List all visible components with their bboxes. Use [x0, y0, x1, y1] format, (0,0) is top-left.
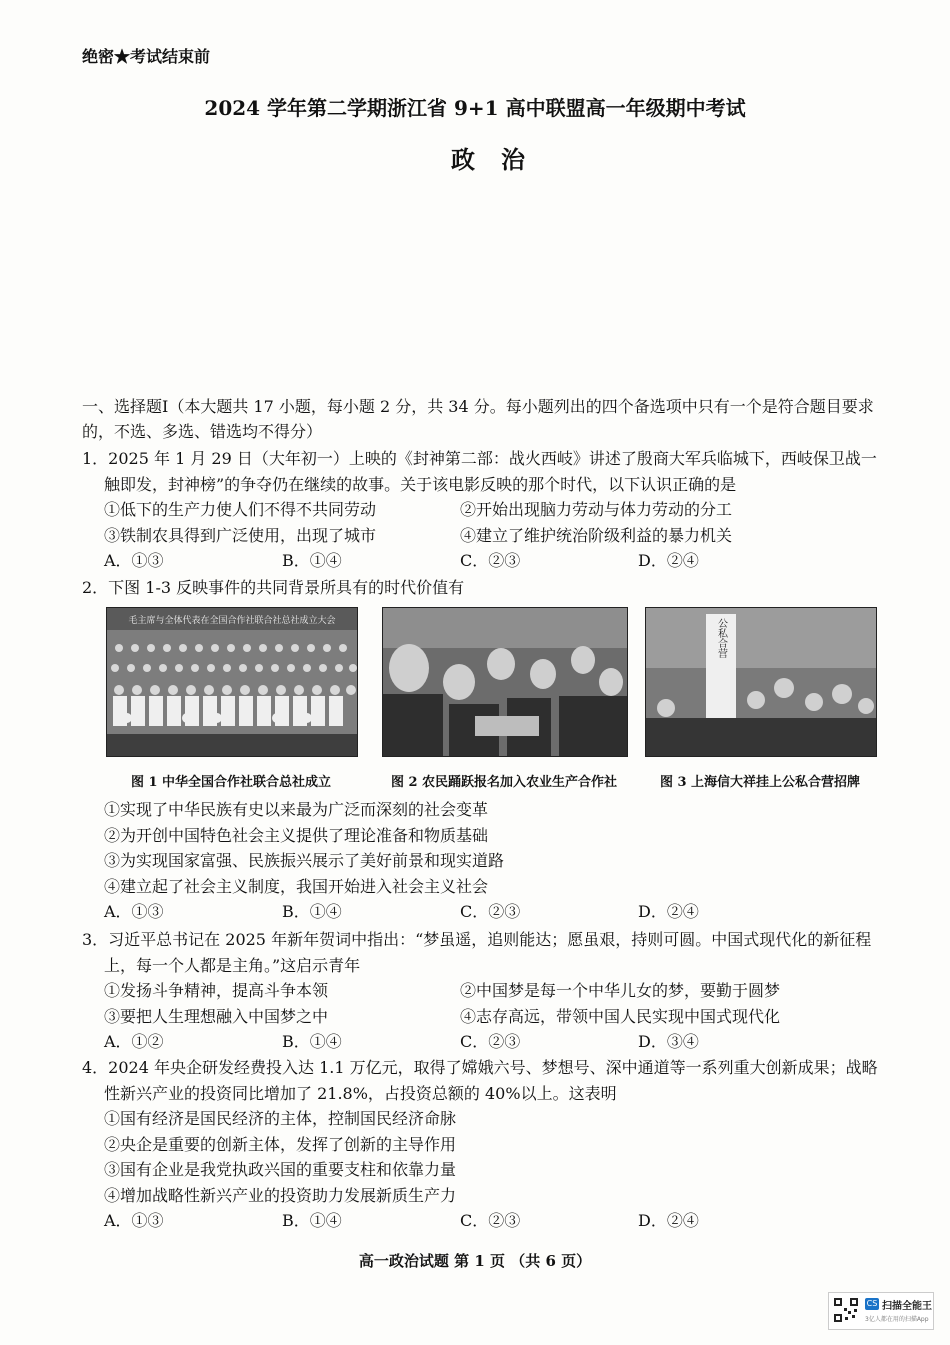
q1-choice-a: A．①③ — [104, 551, 164, 570]
q2-option-4: ④建立起了社会主义制度，我国开始进入社会主义社会 — [104, 876, 489, 896]
q3-choice-c: C．②③ — [460, 1032, 521, 1051]
question-3-stem: 3．习近平总书记在 2025 年新年贺词中指出：“梦虽遥，追则能达；愿虽艰，持则可圆。中国式现代化的新征程上，每一个人都是主角。”这启示青年 — [82, 930, 872, 975]
exam-title: 2024 学年第二学期浙江省 9+1 高中联盟高一年级期中考试 — [204, 96, 746, 120]
scanner-watermark-badge — [828, 1292, 934, 1330]
question-2-stem — [82, 575, 882, 601]
question-4 — [82, 1055, 882, 1234]
photo-1-banner: 毛主席与全体代表在全国合作社联合社总社成立大会 — [128, 616, 336, 626]
sign-photo-image — [646, 608, 876, 756]
q3-option-2: ②中国梦是每一个中华儿女的梦，要勤于圆梦 — [460, 981, 781, 1000]
scanner-app-name: 扫描全能王 — [882, 1301, 932, 1312]
page-footer: 高一政治试题 第 1 页 （共 6 页） — [358, 1252, 592, 1270]
q4-choice-a: A．①③ — [104, 1211, 164, 1230]
q4-option-1: ①国有经济是国民经济的主体，控制国民经济命脉 — [104, 1109, 457, 1128]
q1-option-4: ④建立了维护统治阶级利益的暴力机关 — [460, 525, 733, 545]
crowd-photo-image — [383, 608, 627, 756]
q2-option-2: ②为开创中国特色社会主义提供了理论准备和物质基础 — [104, 825, 489, 845]
group-photo-image — [107, 608, 357, 756]
q1-choice-c: C．②③ — [460, 551, 521, 570]
photo-1-caption: 图 1 中华全国合作社联合总社成立 — [130, 775, 332, 790]
q4-option-4: ④增加战略性新兴产业的投资助力发展新质生产力 — [104, 1185, 457, 1205]
q2-option-1: ①实现了中华民族有史以来最为广泛而深刻的社会变革 — [104, 800, 489, 819]
scanner-app-tagline: 3亿人都在用的扫描App — [865, 1316, 929, 1323]
camscanner-logo-icon: CS — [866, 1299, 878, 1308]
q3-option-1: ①发扬斗争精神，提高斗争本领 — [104, 981, 329, 1000]
question-1 — [82, 446, 882, 574]
q2-choice-c: C．②③ — [460, 902, 521, 921]
q1-choice-d: D．②④ — [638, 551, 699, 570]
section-heading: 一、选择题Ⅰ（本大题共 17 小题，每小题 2 分，共 34 分。每小题列出的四个备选项中只有一个是符合题目要求的，不选、多选、错选均不得分） — [82, 397, 874, 441]
q4-choice-b: B．①④ — [282, 1211, 342, 1230]
q2-choice-a: A．①③ — [104, 902, 164, 921]
photo-1-cooperative-founding — [106, 607, 358, 757]
photo-3-joint-venture-sign — [645, 607, 877, 757]
q3-option-3: ③要把人生理想融入中国梦之中 — [104, 1006, 329, 1026]
question-3 — [82, 927, 882, 1055]
question-4-stem: 4．2024 年央企研发经费投入达 1.1 万亿元，取得了嫦娥六号、梦想号、深中通道等一系列重大创新成果；战略性新兴产业的投资同比增加了 21.8%，占投资总额的 40%以上。这表明 — [82, 1058, 878, 1103]
q4-choice-c: C．②③ — [460, 1211, 521, 1230]
subject-title: 政治 — [451, 145, 551, 174]
q3-choice-b: B．①④ — [282, 1032, 342, 1051]
photo-2-farmers-registering — [382, 607, 628, 757]
q3-option-4: ④志存高远，带领中国人民实现中国式现代化 — [460, 1006, 781, 1026]
photo-2-caption: 图 2 农民踊跃报名加入农业生产合作社 — [390, 775, 618, 790]
q1-option-2: ②开始出现脑力劳动与体力劳动的分工 — [460, 500, 733, 519]
q3-choice-a: A．①② — [104, 1032, 164, 1051]
question-1-stem: 1．2025 年 1 月 29 日（大年初一）上映的《封神第二部：战火西岐》讲述了殷商大军兵临城下，西岐保卫战一触即发，封神榜”的争夺仍在继续的故事。关于该电影反映的那个时代，以下认识正确的是 — [82, 449, 877, 494]
photo-3-caption: 图 3 上海信大祥挂上公私合营招牌 — [659, 775, 861, 790]
q4-option-2: ②央企是重要的创新主体，发挥了创新的主导作用 — [104, 1134, 457, 1154]
q2-option-3: ③为实现国家富强、民族振兴展示了美好前景和现实道路 — [104, 851, 505, 870]
confidential-label: 绝密★考试结束前 — [82, 47, 211, 66]
q2-choice-d: D．②④ — [638, 902, 699, 921]
q4-option-3: ③国有企业是我党执政兴国的重要支柱和依靠力量 — [104, 1160, 457, 1179]
q3-choice-d: D．③④ — [638, 1032, 699, 1051]
photo-3-sign-text: 公私合营 — [715, 618, 727, 658]
question-2-stem-text: 2．下图 1-3 反映事件的共同背景所具有的时代价值有 — [82, 578, 465, 597]
q1-choice-b: B．①④ — [282, 551, 342, 570]
q4-choice-d: D．②④ — [638, 1211, 699, 1230]
qr-code-icon — [833, 1297, 859, 1323]
question-2-options — [82, 797, 882, 925]
q2-choice-b: B．①④ — [282, 902, 342, 921]
q1-option-1: ①低下的生产力使人们不得不共同劳动 — [104, 500, 377, 519]
q1-option-3: ③铁制农具得到广泛使用，出现了城市 — [104, 525, 377, 545]
